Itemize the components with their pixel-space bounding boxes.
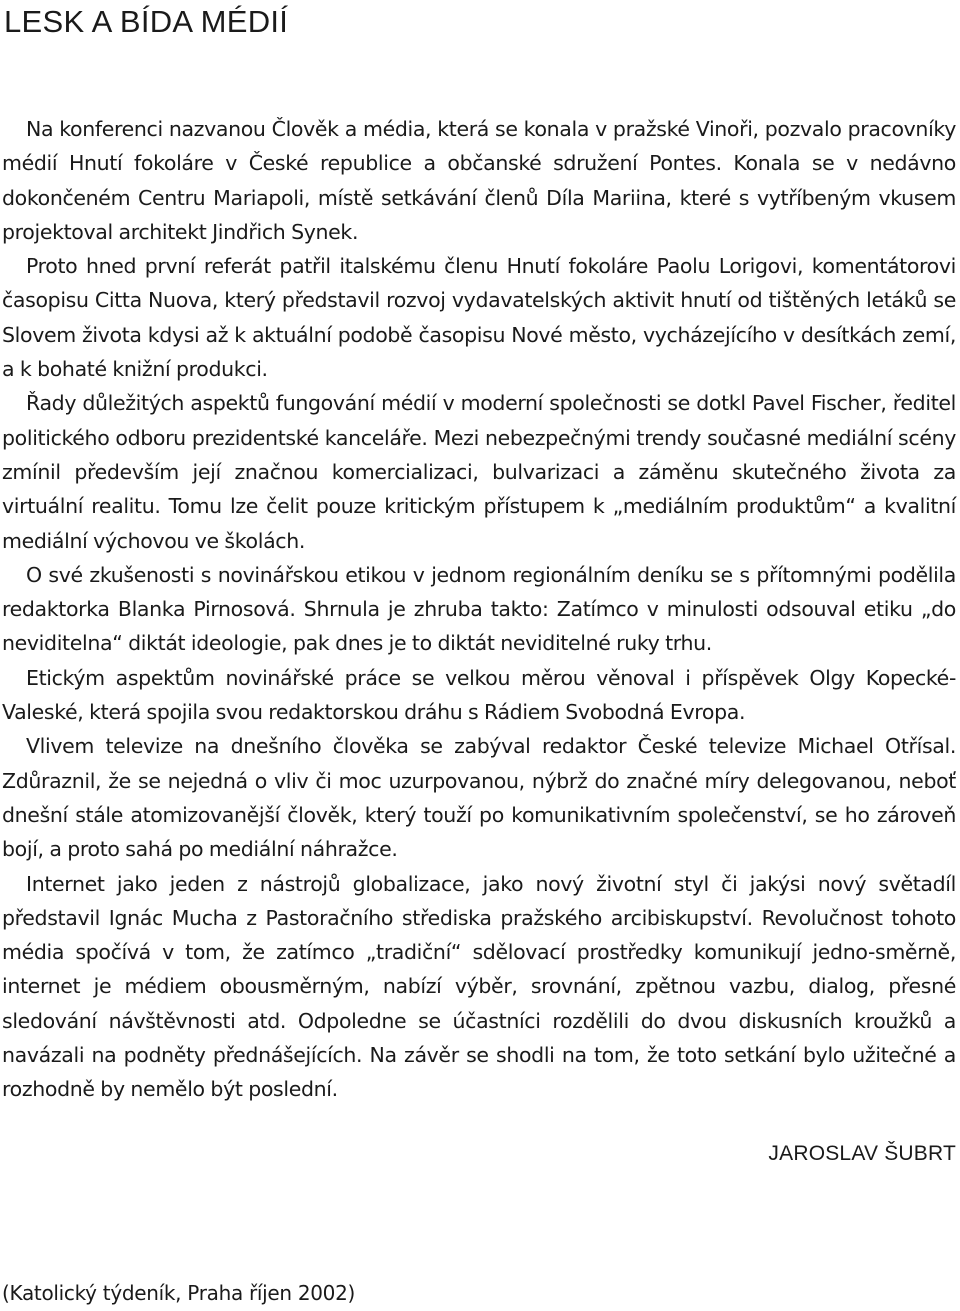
paragraph-1: Na konferenci nazvanou Člověk a média, která se konala v pražské Vinoři, pozvalo pracovníky médií Hnutí fokoláre v České republice a občanské sdružení Pontes. Konala se v nedávno dokončeném Centru Mariapoli, místě setkávání členů Díla Mariina, které s vytříbeným vkusem projektoval architekt Jindřich Synek.	[2, 117, 956, 244]
paragraph-2: Proto hned první referát patřil italskému členu Hnutí fokoláre Paolu Lorigovi, komentátorovi časopisu Citta Nuova, který představil rozvoj vydavatelských aktivit hnutí od tištěných letáků se Slovem života kdysi až k aktuální podobě časopisu Nové město, vycházejícího v desítkách zemí, a k bohaté knižní produkci.	[2, 254, 956, 382]
paragraph-7: Internet jako jeden z nástrojů globalizace, jako nový životní styl či jakýsi nový světadíl představil Ignác Mucha z Pastoračního střediska pražského arcibiskupství. Revolučnost tohoto média spočívá v tom, že zatímco „tradiční“ sdělovací prostředky komunikují jedno-směrně, internet je médiem obousměrným, nabízí výběr, srovnání, zpětnou vazbu, dialog, přesné sledování návštěvnosti atd. Odpoledne se účastníci rozdělili do dvou diskusních kroužků a navázali na podněty přednášejících. Na závěr se shodli na tom, že toto setkání bylo užitečné a rozhodně by nemělo být poslední.	[2, 871, 956, 1102]
article-body	[2, 112, 956, 1107]
paragraph-4: O své zkušenosti s novinářskou etikou v jednom regionálním deníku se s přítomnými podělila redaktorka Blanka Pirnosová. Shrnula je zhruba takto: Zatímco v minulosti odsouval etiku „do neviditelna“ diktát ideologie, pak dnes je to diktát neviditelné ruky trhu.	[2, 562, 956, 656]
author-signature: JAROSLAV ŠUBRT	[768, 1142, 956, 1165]
paragraph-3: Řady důležitých aspektů fungování médií v moderní společnosti se dotkl Pavel Fischer, ředitel politického odboru prezidentské kanceláře. Mezi nebezpečnými trendy současné mediální scény zmínil především její značnou komercializaci, bulvarizaci a záměnu skutečného života za virtuální realitu. Tomu lze čelit pouze kritickým přístupem k „mediálním produktům“ a kvalitní mediální výchovou ve školách.	[2, 391, 956, 553]
paragraph-5: Etickým aspektům novinářské práce se velkou měrou věnoval i příspěvek Olgy Kopecké-Valeské, která spojila svou redaktorskou dráhu s Rádiem Svobodná Evropa.	[2, 665, 956, 725]
source-citation: (Katolický týdeník, Praha říjen 2002)	[2, 1281, 356, 1305]
article-title: LESK A BÍDA MÉDIÍ	[4, 4, 289, 39]
paragraph-6: Vlivem televize na dnešního člověka se zabýval redaktor České televize Michael Otřísal. Zdůraznil, že se nejedná o vliv či moc uzurpovanou, nýbrž do značné míry delegovanou, neboť dnešní stále atomizovanější člověk, který touží po komunikativním společenství, se ho zároveň bojí, a proto sahá po mediální náhražce.	[2, 734, 956, 862]
